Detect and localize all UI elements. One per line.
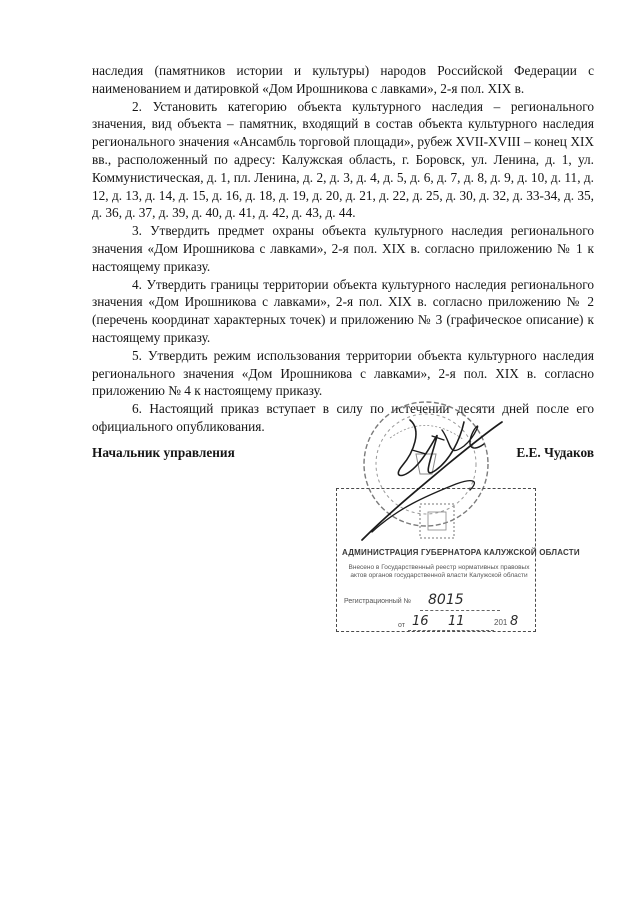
signatory-name: Е.Е. Чудаков	[516, 445, 594, 460]
stamp-text: Внесено в Государственный реестр нормативных правовых актов органов государственной власти Калужской области	[348, 564, 530, 579]
reg-number-line	[420, 610, 500, 611]
stamp-date-label: от	[398, 622, 405, 629]
signatory-title: Начальник управления	[92, 445, 235, 460]
paragraph-1-continued: наследия (памятников истории и культуры) народов Российской Федерации с наименованием и датировкой «Дом Ирошникова с лавками», 2-я пол. XIX в.	[92, 63, 594, 96]
document-body	[92, 62, 594, 436]
stamp-date-month: 11	[448, 614, 465, 629]
signature-row	[92, 445, 594, 465]
paragraph-4: 4. Утвердить границы территории объекта культурного наследия регионального значения «Дом Ирошникова с лавками», 2-я пол. XIX в. согласно приложению № 2 (перечень координат характерных точек) и приложению № 3 (графическое описание) к настоящему приказу.	[92, 276, 594, 345]
paragraph-6: 6. Настоящий приказ вступает в силу по истечении десяти дней после его официального опубликования.	[92, 401, 594, 434]
stamp-reg-number: 8015	[428, 592, 464, 608]
stamp-title: АДМИНИСТРАЦИЯ ГУБЕРНАТОРА КАЛУЖСКОЙ ОБЛАСТИ	[342, 548, 580, 557]
stamp-date-year-handwritten: 8	[510, 614, 519, 629]
paragraph-5: 5. Утвердить режим использования территории объекта культурного наследия регионального значения «Дом Ирошникова с лавками», 2-я пол. XIX в. согласно приложению № 4 к настоящему приказу.	[92, 347, 594, 399]
handwritten-signature	[352, 400, 512, 550]
stamp-reg-label: Регистрационный №	[344, 598, 412, 605]
paragraph-3: 3. Утвердить предмет охраны объекта культурного наследия регионального значения «Дом Ирошникова с лавками», 2-я пол. XIX в. согласно приложению № 1 к настоящему приказу.	[92, 223, 594, 274]
date-line	[408, 630, 494, 631]
stamp-date-day: 16	[412, 614, 429, 629]
paragraph-2: 2. Установить категорию объекта культурного наследия – регионального значения, вид объекта – памятник, входящий в состав объекта культурного наследия регионального значения «Ансамбль торговой площади», рубеж XVII-XVIII – конец XIX вв., расположенный по адресу: Калужская область, г. Боровск, ул. Ленина, д. 1, ул. Коммунистическая, д. 1, пл. Ленина, д. 2, д. 3, д. 4, д. 5, д. 6, д. 7, д. 8, д. 9, д. 10, д. 11, д. 12, д. 13, д. 14, д. 15, д. 16, д. 18, д. 19, д. 20, д. 21, д. 22, д. 25, д. 30, д. 32, д. 33-34, д. 35, д. 36, д. 37, д. 39, д. 40, д. 41, д. 42, д. 43, д. 44.	[92, 98, 594, 221]
stamp-date-year: 201	[494, 618, 508, 627]
